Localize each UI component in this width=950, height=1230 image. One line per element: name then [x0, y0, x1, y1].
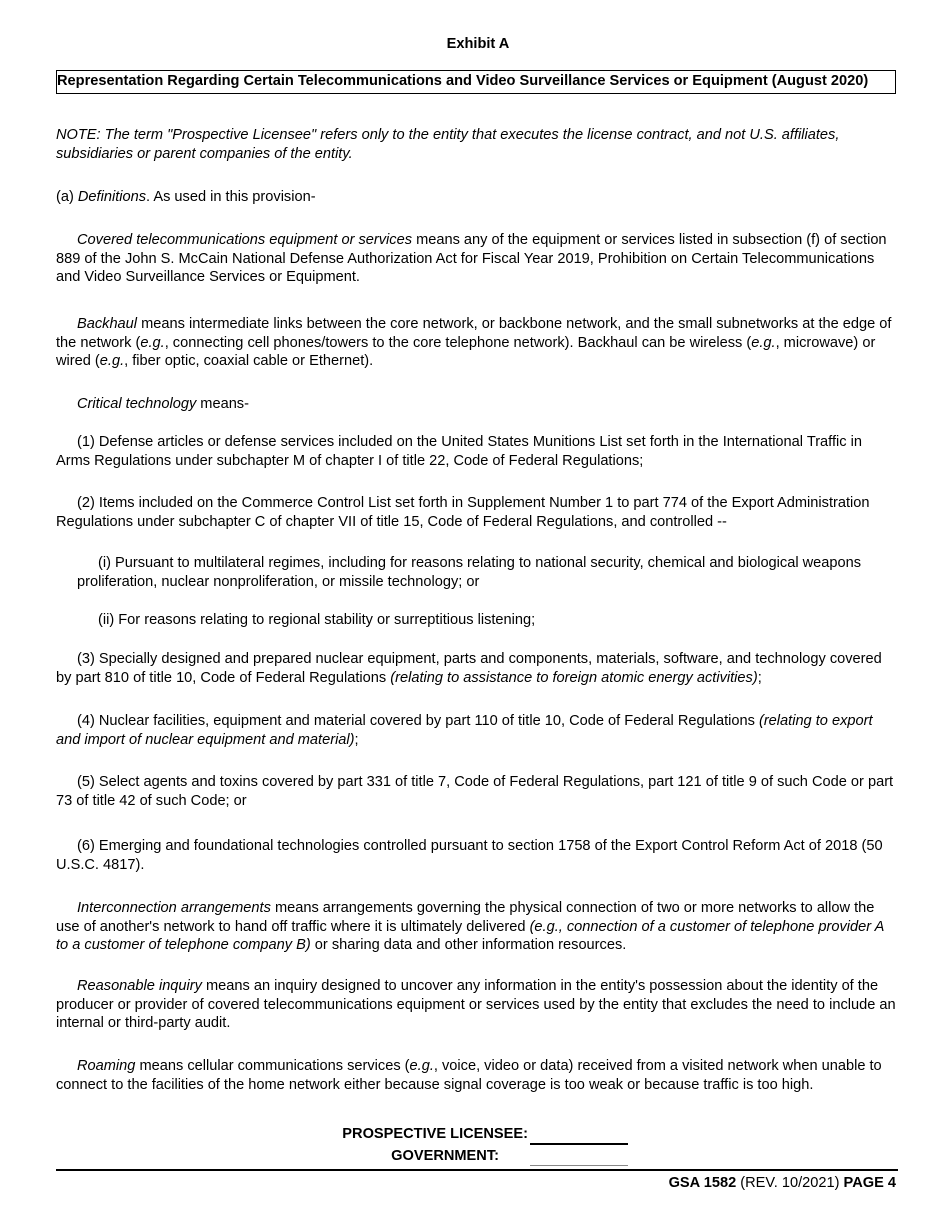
- definitions-rest: . As used in this provision-: [146, 189, 316, 205]
- interconnection-term: Interconnection arrangements: [77, 900, 271, 916]
- critical-item-6: (6) Emerging and foundational technologies controlled pursuant to section 1758 of the Export Control Reform Act of 2018 (50 U.S.C. 4817).: [56, 838, 883, 873]
- definitions-prefix: (a): [56, 189, 78, 205]
- backhaul-text-3: , microwave) or wired (: [56, 334, 876, 370]
- item4-italic: (relating to export and import of nuclear equipment and material): [56, 713, 873, 748]
- licensee-row: [56, 1125, 896, 1145]
- backhaul-text-2: , connecting cell phones/towers to the core telephone network). Backhaul can be wireless (: [164, 334, 752, 351]
- backhaul-text-1: means intermediate links between the core network, or backbone network, and the small subnetworks at the edge of the network (: [56, 316, 892, 351]
- roaming-term: Roaming: [77, 1058, 136, 1074]
- note-paragraph: NOTE: The term "Prospective Licensee" refers only to the entity that executes the license contract, and not U.S. affiliates, subsidiaries or parent companies of the entity.: [56, 127, 840, 162]
- critical-item-2: (2) Items included on the Commerce Control List set forth in Supplement Number 1 to part 774 of the Export Administration Regulations under subchapter C of chapter VII of title 15, Code of Federal Regulations, and controlled --: [56, 495, 870, 530]
- critical-item-2-ii: (ii) For reasons relating to regional stability or surreptitious listening;: [98, 612, 536, 628]
- roaming-eg: e.g.: [409, 1058, 434, 1074]
- item4-text: (4) Nuclear facilities, equipment and material covered by part 110 of title 10, Code of Federal Regulations: [77, 713, 759, 729]
- item3-end: ;: [757, 669, 762, 686]
- critical-item-4: [56, 712, 898, 749]
- critical-term: Critical technology: [77, 396, 197, 412]
- backhaul-term: Backhaul: [77, 316, 138, 332]
- government-row: [56, 1147, 896, 1167]
- backhaul-eg-1: e.g.: [140, 334, 165, 351]
- licensee-label: PROSPECTIVE LICENSEE:: [342, 1126, 528, 1142]
- critical-item-5: (5) Select agents and toxins covered by part 331 of title 7, Code of Federal Regulations, part 121 of title 9 of such Code or part 73 of title 42 of such Code; or: [56, 774, 894, 809]
- critical-text: means-: [196, 396, 249, 412]
- footer-rule: [56, 1169, 898, 1171]
- exhibit-title: Exhibit A: [446, 36, 510, 52]
- backhaul-definition: [56, 315, 898, 371]
- interconnection-text-2: or sharing data and other information resources.: [310, 937, 627, 954]
- interconnection-italic: (e.g., connection of a customer of telephone provider A to a customer of telephone company B): [56, 918, 884, 954]
- item3-text: (3) Specially designed and prepared nuclear equipment, parts and components, materials, software, and technology covered by part 810 of title 10, Code of Federal Regulations: [56, 651, 882, 686]
- critical-technology-definition: [56, 395, 898, 414]
- section-title: Representation Regarding Certain Telecommunications and Video Surveillance Services or Equipment (August 2020): [56, 70, 896, 94]
- critical-item-3: [56, 650, 898, 687]
- footer-form: GSA 1582: [668, 1175, 737, 1191]
- roaming-definition: [56, 1057, 898, 1094]
- item4-end: ;: [354, 731, 359, 748]
- footer-page: PAGE 4: [843, 1175, 896, 1191]
- definitions-intro: [56, 188, 898, 207]
- roaming-text-2: , voice, video or data) received from a visited network when unable to connect to the facilities of the home network either because signal coverage is too weak or because traffic is too high.: [56, 1058, 882, 1093]
- covered-text: means any of the equipment or services listed in subsection (f) of section 889 of the John S. McCain National Defense Authorization Act for Fiscal Year 2019, Prohibition on Certain Telecommunications and Video Surveillance Services or Equipment.: [56, 232, 887, 286]
- licensee-initial-field[interactable]: [530, 1125, 628, 1145]
- reasonable-inquiry-definition: [56, 977, 898, 1033]
- backhaul-text-4: , fiber optic, coaxial cable or Ethernet).: [124, 353, 374, 370]
- backhaul-eg-3: e.g.: [99, 353, 125, 370]
- interconnection-text-1: means arrangements governing the physical connection of two or more networks to allow the use of another's network to hand off traffic where it is ultimately delivered: [56, 900, 875, 935]
- covered-definition: [56, 231, 898, 287]
- reasonable-text: means an inquiry designed to uncover any information in the entity's possession about the identity of the producer or provider of covered telecommunications equipment or services used by the entity that excludes the need to include an internal or third-party audit.: [56, 978, 896, 1032]
- government-initial-field[interactable]: [530, 1147, 628, 1166]
- footer-rev: (REV. 10/2021): [736, 1175, 844, 1191]
- interconnection-definition: [56, 899, 898, 955]
- critical-item-2-i: (i) Pursuant to multilateral regimes, including for reasons relating to national security, chemical and biological weapons proliferation, nuclear nonproliferation, or missile technology; or: [77, 555, 862, 590]
- critical-item-1: (1) Defense articles or defense services included on the United States Munitions List set forth in the International Traffic in Arms Regulations under subchapter M of chapter I of title 22, Code of Federal Regulations;: [56, 434, 862, 469]
- item3-italic: (relating to assistance to foreign atomic energy activities): [390, 669, 758, 686]
- government-label: GOVERNMENT:: [391, 1148, 499, 1164]
- definitions-term: Definitions: [77, 189, 147, 205]
- roaming-text-1: means cellular communications services (: [135, 1058, 410, 1074]
- covered-term: Covered telecommunications equipment or services: [77, 232, 413, 248]
- reasonable-term: Reasonable inquiry: [77, 978, 202, 994]
- page-footer: [669, 1174, 896, 1193]
- backhaul-eg-2: e.g.: [751, 334, 776, 351]
